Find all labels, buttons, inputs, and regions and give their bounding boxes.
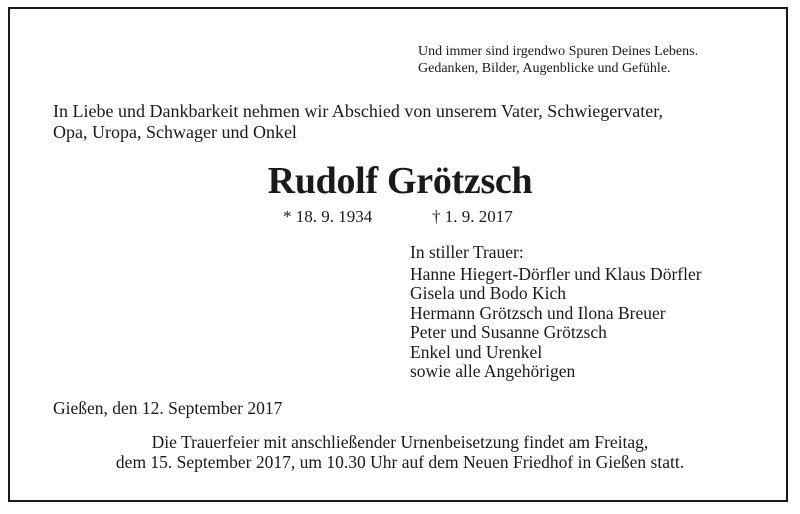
motto-quote xyxy=(418,44,698,77)
mourner-name: Peter und Susanne Grötzsch xyxy=(410,322,607,342)
mourners-block xyxy=(410,243,702,382)
funeral-line-2: dem 15. September 2017, um 10.30 Uhr auf dem Neuen Friedhof in Gießen statt. xyxy=(115,452,685,472)
mourner-name: sowie alle Angehörigen xyxy=(410,361,576,381)
deceased-name: Rudolf Grötzsch xyxy=(267,160,533,202)
motto-line-1: Und immer sind irgendwo Spuren Deines Lebens. xyxy=(418,44,699,59)
intro-line-1: In Liebe und Dankbarkeit nehmen wir Abschied von unserem Vater, Schwiegervater, xyxy=(53,101,664,121)
intro-line-2: Opa, Uropa, Schwager und Onkel xyxy=(53,122,297,142)
funeral-info xyxy=(0,432,800,472)
funeral-line-1: Die Trauerfeier mit anschließender Urnenbeisetzung findet am Freitag, xyxy=(151,432,649,452)
motto-line-2: Gedanken, Bilder, Augenblicke und Gefühle. xyxy=(418,60,671,76)
mourner-name: Enkel und Urenkel xyxy=(410,341,543,362)
mourner-name: Gisela und Bodo Kich xyxy=(410,283,567,303)
mourner-name: Hanne Hiegert-Dörfler und Klaus Dörfler xyxy=(410,263,702,284)
intro-text xyxy=(53,101,663,143)
place-and-date: Gießen, den 12. September 2017 xyxy=(53,398,283,418)
mourners-heading: In stiller Trauer: xyxy=(410,242,524,262)
death-date: † 1. 9. 2017 xyxy=(432,207,513,226)
mourner-name: Hermann Grötzsch und Ilona Breuer xyxy=(410,302,666,323)
birth-date: * 18. 9. 1934 xyxy=(283,207,373,226)
